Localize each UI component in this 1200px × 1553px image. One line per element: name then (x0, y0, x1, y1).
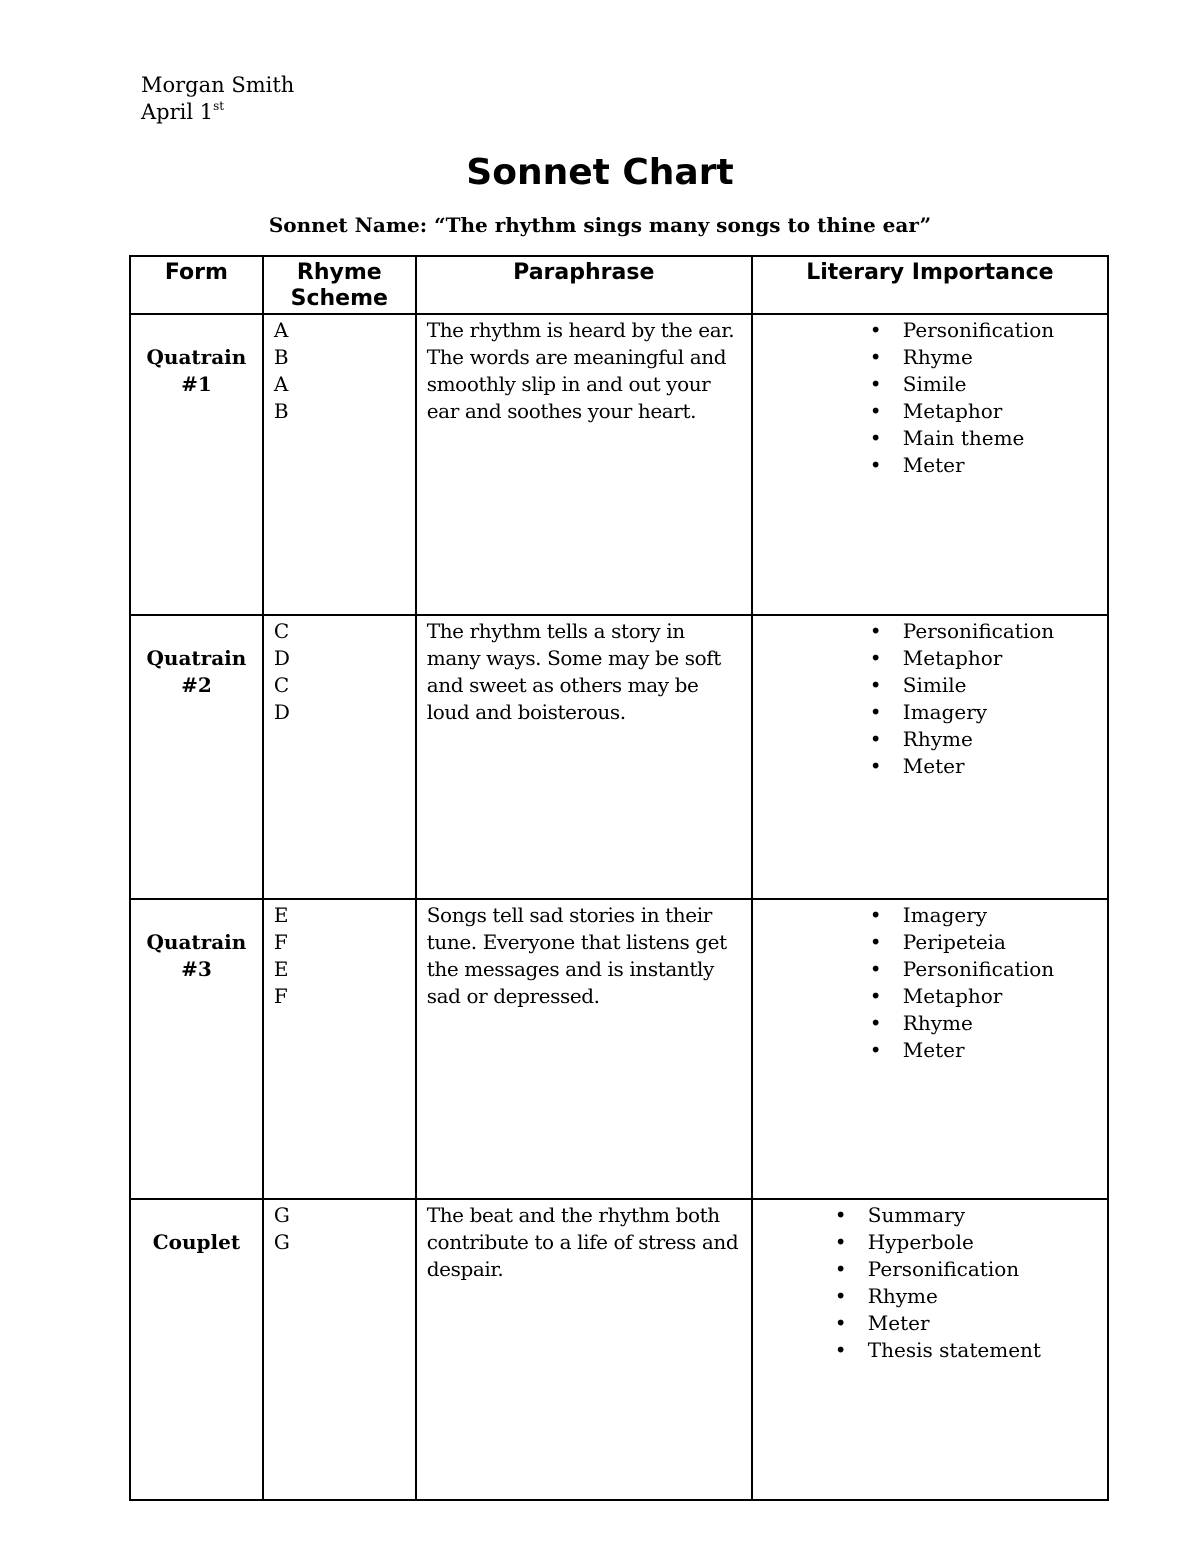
list-item: • Rhyme (903, 344, 1107, 371)
header-literary-importance: Literary Importance (752, 256, 1108, 314)
list-item: • Meter (903, 1037, 1107, 1064)
paraphrase-cell: The beat and the rhythm both contribute to a life of stress and despair. (416, 1199, 752, 1500)
rhyme-letter: C (273, 673, 290, 697)
rhyme-scheme-cell (263, 1199, 416, 1500)
header-paraphrase: Paraphrase (416, 256, 752, 314)
page-title: Sonnet Chart (466, 152, 734, 193)
sonnet-name: Sonnet Name: “The rhythm sings many songs to thine ear” (268, 213, 932, 237)
form-cell: Quatrain #1 (130, 314, 263, 615)
list-item: • Imagery (903, 902, 1107, 929)
rhyme-letter: E (273, 903, 289, 927)
list-item: • Metaphor (903, 983, 1107, 1010)
rhyme-letter: A (273, 372, 289, 396)
table-header-row (130, 256, 1108, 314)
paraphrase-cell: The rhythm is heard by the ear. The words are meaningful and smoothly slip in and out your ear and soothes your heart. (416, 314, 752, 615)
rhyme-letter: F (273, 984, 288, 1008)
literary-list (753, 618, 1107, 780)
list-item: • Personification (903, 618, 1107, 645)
list-item: • Metaphor (903, 398, 1107, 425)
header-rhyme-scheme: Rhyme Scheme (263, 256, 416, 314)
list-item: • Personification (903, 956, 1107, 983)
list-item: • Imagery (903, 699, 1107, 726)
list-item: • Rhyme (903, 1010, 1107, 1037)
literary-importance-cell (752, 314, 1108, 615)
list-item: • Metaphor (903, 645, 1107, 672)
list-item: • Hyperbole (868, 1229, 1107, 1256)
header-form: Form (130, 256, 263, 314)
rhyme-scheme-cell (263, 314, 416, 615)
form-cell: Quatrain #2 (130, 615, 263, 899)
literary-list (753, 317, 1107, 479)
list-item: • Rhyme (868, 1283, 1107, 1310)
table-row (130, 615, 1108, 899)
sonnet-chart-table (129, 255, 1109, 1501)
list-item: • Rhyme (903, 726, 1107, 753)
rhyme-letter: A (273, 318, 289, 342)
literary-importance-cell (752, 615, 1108, 899)
rhyme-scheme-cell (263, 899, 416, 1199)
list-item: • Meter (868, 1310, 1107, 1337)
list-item: • Personification (868, 1256, 1107, 1283)
rhyme-letter: E (273, 957, 289, 981)
date-ordinal-suffix: st (213, 99, 225, 113)
rhyme-letter: D (273, 700, 290, 724)
literary-importance-cell (752, 899, 1108, 1199)
form-cell: Quatrain #3 (130, 899, 263, 1199)
literary-importance-cell (752, 1199, 1108, 1500)
list-item: • Simile (903, 371, 1107, 398)
rhyme-letter: C (273, 619, 290, 643)
document-header (141, 72, 294, 126)
list-item: • Peripeteia (903, 929, 1107, 956)
form-cell: Couplet (130, 1199, 263, 1500)
date-text: April 1 (141, 100, 214, 124)
list-item: • Main theme (903, 425, 1107, 452)
list-item: • Thesis statement (868, 1337, 1107, 1364)
paraphrase-cell: The rhythm tells a story in many ways. Some may be soft and sweet as others may be loud and boisterous. (416, 615, 752, 899)
literary-list (753, 902, 1107, 1064)
list-item: • Simile (903, 672, 1107, 699)
rhyme-scheme-cell (263, 615, 416, 899)
author-name: Morgan Smith (141, 73, 295, 97)
paraphrase-cell: Songs tell sad stories in their tune. Everyone that listens get the messages and is instantly sad or depressed. (416, 899, 752, 1199)
rhyme-letter: G (273, 1203, 290, 1227)
table-row (130, 314, 1108, 615)
rhyme-letter: G (273, 1230, 290, 1254)
table-row (130, 1199, 1108, 1500)
literary-list (753, 1202, 1107, 1364)
list-item: • Meter (903, 753, 1107, 780)
list-item: • Personification (903, 317, 1107, 344)
rhyme-letter: B (273, 399, 289, 423)
rhyme-letter: B (273, 345, 289, 369)
list-item: • Summary (868, 1202, 1107, 1229)
rhyme-letter: D (273, 646, 290, 670)
document-date (141, 99, 294, 126)
table-row (130, 899, 1108, 1199)
list-item: • Meter (903, 452, 1107, 479)
rhyme-letter: F (273, 930, 288, 954)
